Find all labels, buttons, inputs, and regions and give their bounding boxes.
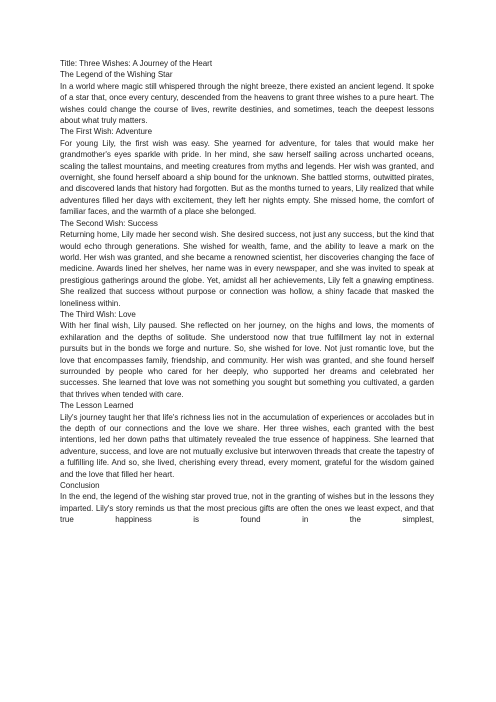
section-heading-first-wish: The First Wish: Adventure	[60, 127, 153, 137]
section-body-lesson: Lily's journey taught her that life's richness lies not in the accumulation of experiences or accolades but in the depth of our connections and the love we share. Her three wishes, each granted with the best intentions, led her down paths that ultimately revealed the true essence of happiness. She learned that adventure, success, and love are not mutually exclusive but interwoven threads that create the tapestry of a fulfilling life. And so, she lived, cherishing every thread, every moment, grateful for the wisdom gained and the love that filled her heart.	[60, 412, 434, 479]
section-heading-legend: The Legend of the Wishing Star	[60, 70, 173, 80]
section-heading-conclusion: Conclusion	[60, 481, 100, 491]
section-heading-third-wish: The Third Wish: Love	[60, 309, 136, 319]
section-heading-lesson: The Lesson Learned	[60, 401, 134, 411]
section-body-first-wish: For young Lily, the first wish was easy. She yearned for adventure, for tales that would make her grandmother's eyes sparkle with pride. In her mind, she saw herself sailing across uncharted oceans, scaling the tallest mountains, and meeting creatures from myths and legends. Her wish was granted, and overnight, she found herself aboard a ship bound for the unknown. She battled storms, outwitted pirates, and discovered lands that history had forgotten. But as the months turned to years, Lily realized that while adventures filled her days with excitement, they left her nights empty. She missed home, the comfort of familiar faces, and the warmth of a place she belonged.	[60, 138, 434, 217]
section-body-conclusion: In the end, the legend of the wishing star proved true, not in the granting of wishes but in the lessons they imparted. Lily's story reminds us that the most precious gifts are often the ones we least expect, and that true happiness is found in the simplest,	[60, 492, 434, 525]
document-page	[60, 58, 434, 526]
section-body-third-wish: With her final wish, Lily paused. She reflected on her journey, on the highs and lows, the moments of exhilaration and the depths of solitude. She understood now that true fulfillment lay not in external pursuits but in the bonds we forge and nurture. So, she wished for love. Not just romantic love, but the love that encompasses family, friendship, and community. Her wish was granted, and she found herself surrounded by people who cared for her deeply, who supported her dreams and celebrated her successes. She learned that love was not something you sought but something you cultivated, a garden that thrives when tended with care.	[60, 321, 434, 399]
section-body-second-wish: Returning home, Lily made her second wish. She desired success, not just any success, but the kind that would echo through generations. She wished for wealth, fame, and the ability to leave a mark on the world. Her wish was granted, and she became a renowned scientist, her discoveries changing the face of medicine. Awards lined her shelves, her name was in every newspaper, and she was invited to speak at prestigious gatherings around the globe. Yet, amidst all her achievements, Lily felt a gnawing emptiness. She realized that success without purpose or connection was hollow, a shiny facade that masked the loneliness within.	[60, 230, 434, 308]
section-heading-second-wish: The Second Wish: Success	[60, 218, 158, 228]
section-body-legend: In a world where magic still whispered through the night breeze, there existed an ancient legend. It spoke of a star that, once every century, descended from the heavens to grant three wishes to a pure heart. The wishes could change the course of lives, rewrite destinies, and sometimes, teach the deepest lessons about what truly matters.	[60, 81, 434, 126]
document-title: Title: Three Wishes: A Journey of the Heart	[60, 59, 213, 68]
